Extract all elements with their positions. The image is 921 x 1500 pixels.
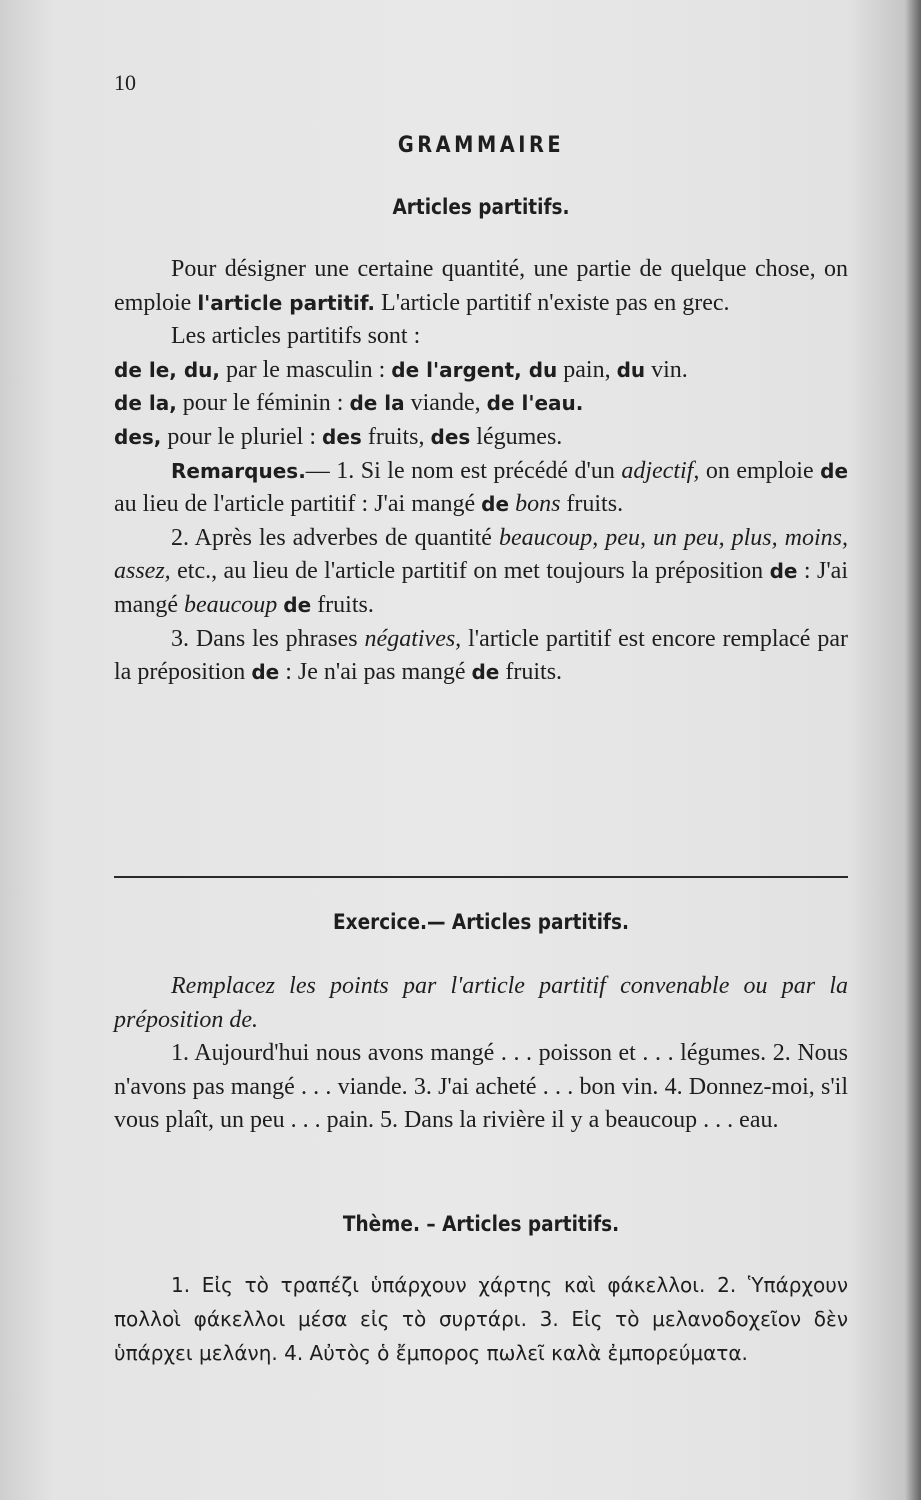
fem-example-1: de la <box>349 391 405 416</box>
masc-label: par le masculin : <box>219 356 392 383</box>
rem1-text-a: — 1. Si le nom est précédé d'un <box>305 457 622 484</box>
rem1-bold-a: de <box>820 458 849 483</box>
exercise-instruction <box>114 970 848 1037</box>
rem2-italic-a: beaucoup, peu, un peu, plus, moins, assez, <box>114 524 848 585</box>
rem2-text-c: : J'ai mangé <box>114 558 849 618</box>
fem-example-2: de l'eau. <box>486 391 584 416</box>
feminine-line <box>114 387 848 421</box>
fem-word-1: viande, <box>404 390 487 417</box>
plur-example-2: des <box>430 424 471 449</box>
plur-word-2: légumes. <box>470 423 563 450</box>
masc-word-1: pain, <box>557 356 617 383</box>
theme-title: Thème. – Articles partitifs. <box>342 1212 620 1236</box>
grammar-subtitle: Articles partitifs. <box>392 195 570 219</box>
rem3-italic-a: négatives, <box>364 625 462 652</box>
rem2-text-a: 2. Après les adverbes de quantité <box>171 524 499 551</box>
intro-paragraph <box>114 253 848 320</box>
theme-text: 1. Εἰς τὸ τραπέζι ὑπάρχουν χάρτης καὶ φάκελλοι. 2. Ὑπάρχουν πολλοὶ φάκελλοι μέσα εἰς τὸ συρτάρι. 3. Εἰς τὸ μελανοδοχεῖον δὲν ὑπάρχει μελάνη. 4. Αὐτὸς ὁ ἔμπορος πωλεῖ καλὰ ἐμπορεύματα. <box>114 1273 848 1365</box>
page-number: 10 <box>114 70 136 95</box>
masculine-line <box>114 354 848 388</box>
rem1-text-d: fruits. <box>560 491 624 518</box>
grammar-body <box>114 253 848 690</box>
masc-article: de le, du, <box>114 357 220 382</box>
rem1-italic-a: adjectif, <box>621 457 700 484</box>
rem2-italic-b: beaucoup <box>183 591 278 618</box>
rem1-text-b: on emploie <box>699 457 821 484</box>
intro-text: Pour désigner une certaine quantité, une partie de quelque chose, on emploie <box>114 256 848 316</box>
fem-label: pour le féminin : <box>176 390 350 417</box>
rem1-text-c: au lieu de l'article partitif : J'ai mangé <box>114 491 482 518</box>
rem2-bold-b: de <box>283 592 312 617</box>
section-divider <box>114 876 848 878</box>
rem3-text-d: fruits. <box>499 659 563 686</box>
section-title: GRAMMAIRE <box>397 133 565 158</box>
list-intro: Les articles partitifs sont : <box>171 323 421 350</box>
remark-1 <box>114 455 848 522</box>
exercise-items: 1. Aujourd'hui nous avons mangé . . . poisson et . . . légumes. 2. Nous n'avons pas mangé . . . viande. 3. J'ai acheté . . . bon vin. 4. Donnez-moi, s'il vous plaît, un peu . . . pain. 5. Dans la rivière il y a beaucoup . . . eau. <box>114 1040 848 1134</box>
plur-word-1: fruits, <box>361 423 431 450</box>
plur-article: des, <box>114 424 162 449</box>
exercise-title: Exercice.— Articles partitifs. <box>333 910 629 934</box>
rem3-bold-b: de <box>471 660 500 685</box>
exercise-instruction-text: Remplacez les points par l'article partitif convenable ou par la préposition de. <box>114 973 848 1033</box>
remarks-label: Remarques. <box>171 458 306 483</box>
rem2-bold-a: de <box>769 559 798 584</box>
rem3-bold-a: de <box>251 660 280 685</box>
theme-body <box>114 1268 848 1370</box>
rem3-text-c: : Je n'ai pas mangé <box>279 659 472 686</box>
rem3-text-b: l'article partitif est encore remplacé par la préposition <box>114 625 848 686</box>
rem1-italic-b: bons <box>515 491 561 518</box>
masc-example-2: du <box>616 357 646 382</box>
fem-article: de la, <box>114 391 177 416</box>
intro-term: l'article partitif. <box>197 290 376 315</box>
remark-3 <box>114 623 848 690</box>
intro-text-end: L'article partitif n'existe pas en grec. <box>375 289 730 316</box>
rem1-bold-b: de <box>481 492 510 517</box>
plur-label: pour le pluriel : <box>161 423 323 450</box>
rem3-text-a: 3. Dans les phrases <box>171 625 365 652</box>
masc-word-2: vin. <box>645 356 688 383</box>
remark-2 <box>114 522 848 623</box>
plural-line <box>114 421 848 455</box>
rem2-text-d: fruits. <box>311 591 374 618</box>
masc-example-1: de l'argent, du <box>391 357 558 382</box>
plur-example-1: des <box>322 424 362 449</box>
rem2-text-b: etc., au lieu de l'article partitif on met toujours la préposition <box>170 558 770 585</box>
exercise-body <box>114 970 848 1138</box>
